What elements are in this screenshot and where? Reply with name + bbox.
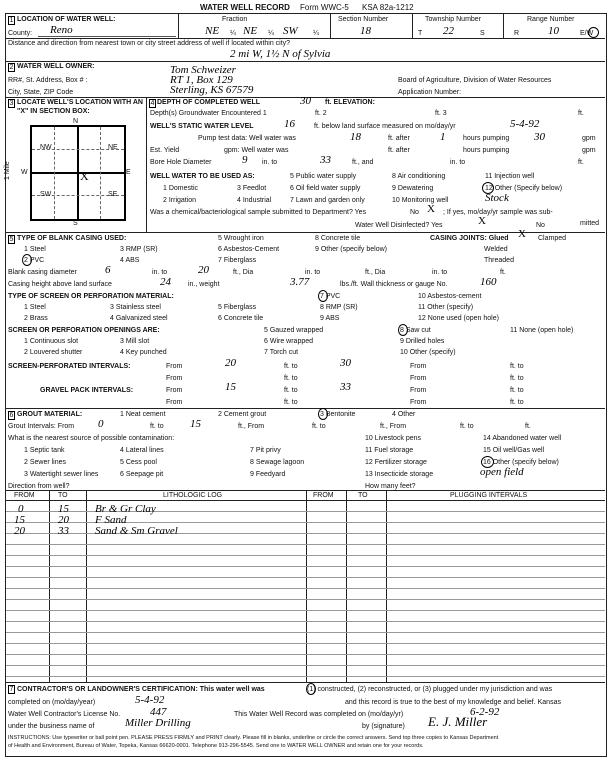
contam-septic[interactable]: 1 Septic tank — [24, 447, 65, 454]
range-r: R — [514, 30, 520, 37]
contam-oil[interactable]: 15 Oil well/Gas well — [483, 447, 545, 454]
north-label: N — [73, 118, 79, 125]
disinfected-x[interactable]: X — [478, 215, 486, 227]
section-number: 5 — [9, 236, 14, 243]
diameter-in-to-2: in. to — [432, 269, 448, 276]
completed-rest: and this record is true to the best of my knowledge and belief. Kansas — [345, 699, 561, 706]
grout-ft-from-2: ft., From — [380, 423, 407, 430]
gravel-from-2: From — [410, 387, 427, 394]
address-value[interactable]: RT 1, Box 129 — [170, 74, 233, 86]
screen-concrete[interactable]: 6 Concrete tile — [218, 315, 264, 322]
range-label: Range Number — [527, 16, 575, 23]
grout-ft: ft. — [525, 423, 531, 430]
bore-in-to: in. to — [262, 159, 278, 166]
record-date[interactable]: 6-2-92 — [470, 706, 500, 718]
log-rule — [6, 654, 605, 655]
contam-insecticide[interactable]: 13 Insecticide storage — [365, 471, 434, 478]
casing-other[interactable]: 9 Other (specify below) — [315, 246, 387, 253]
form-title: WATER WELL RECORD — [200, 3, 290, 12]
use-other[interactable]: 12 Other (Specify below) — [485, 185, 563, 192]
opening-other[interactable]: 10 Other (specify) — [400, 349, 456, 356]
nw-label: NW — [40, 144, 52, 151]
height-value[interactable]: 24 — [160, 276, 171, 288]
perf-to-2: ft. to — [510, 363, 524, 370]
gravel-to-4: ft. to — [510, 399, 524, 406]
license-label: Water Well Contractor's License No. — [8, 711, 121, 718]
contam-seepage[interactable]: 6 Seepage pit — [120, 471, 164, 478]
ne-label: NE — [108, 144, 118, 151]
contam-sewer[interactable]: 2 Sewer lines — [24, 459, 67, 466]
section-box[interactable] — [30, 125, 126, 221]
gravel-from-4: From — [410, 399, 427, 406]
log-row-to[interactable]: 33 — [58, 525, 69, 537]
east-label: E — [126, 169, 131, 176]
gravel-from: From — [166, 387, 183, 394]
instructions-line2: of Health and Environment, Bureau of Water, Topeka, Kansas 66620-0001. Telephone 913-296-5545. Send one to WATER WELL OWNER and retain one for your records. — [8, 743, 424, 749]
contam-cess[interactable]: 5 Cess pool — [120, 459, 157, 466]
casing-concrete[interactable]: 8 Concrete tile — [315, 235, 361, 242]
elevation-label: ft. ELEVATION: — [325, 99, 375, 106]
opening-louvered[interactable]: 2 Louvered shutter — [24, 349, 83, 356]
log-row-desc[interactable]: Br & Gr Clay — [95, 503, 156, 515]
record-label: This Water Well Record was completed on (mo/day/yr) — [234, 711, 404, 718]
howmany-label: How many feet? — [365, 483, 416, 490]
log-row-from[interactable]: 15 — [14, 514, 25, 526]
grout-ft-from: ft., From — [238, 423, 265, 430]
bore-label: Bore Hole Diameter — [150, 159, 212, 166]
depth-label: DEPTH OF COMPLETED WELL — [157, 99, 261, 106]
sample-x[interactable]: X — [427, 203, 435, 215]
joints-threaded[interactable]: Threaded — [484, 257, 514, 264]
sample-label: Was a chemical/bacteriological sample submitted to Department? Yes — [150, 209, 367, 216]
groundwater-label: Depth(s) Groundwater Encountered 1 — [150, 110, 267, 117]
gravel-to-2: ft. to — [510, 387, 524, 394]
screen-label: TYPE OF SCREEN OR PERFORATION MATERIAL: — [8, 293, 174, 300]
grout-label: GROUT MATERIAL: — [17, 411, 83, 418]
casing-label: TYPE OF BLANK CASING USED: — [17, 235, 127, 242]
wall-value[interactable]: 160 — [480, 276, 497, 288]
perf-label: SCREEN-PERFORATED INTERVALS: — [8, 363, 131, 370]
log-rule — [6, 577, 605, 578]
bore-value[interactable]: 9 — [242, 154, 248, 166]
log-from2-header: FROM — [313, 492, 334, 499]
contam-lagoon[interactable]: 8 Sewage lagoon — [250, 459, 305, 466]
casing-steel[interactable]: 1 Steel — [24, 246, 46, 253]
diameter-dia: ft., Dia — [233, 269, 254, 276]
use-lawn[interactable]: 7 Lawn and garden only — [290, 197, 365, 204]
joints-label: CASING JOINTS: Glued — [430, 235, 509, 242]
pump-hours-value[interactable]: 1 — [440, 131, 446, 143]
diameter-label: Blank casing diameter — [8, 269, 77, 276]
opening-wire[interactable]: 6 Wire wrapped — [264, 338, 314, 345]
certification-label: CONTRACTOR'S OR LANDOWNER'S CERTIFICATION: This water well was — [17, 686, 265, 693]
section-number-value[interactable]: 18 — [360, 25, 371, 37]
est-yield-label: Est. Yield — [150, 147, 180, 154]
county-label: County: — [8, 30, 33, 37]
application-number-label: Application Number: — [398, 89, 462, 96]
gravel-to-3: ft. to — [284, 399, 298, 406]
contam-watertight[interactable]: 3 Watertight sewer lines — [24, 471, 99, 478]
license-value[interactable]: 447 — [150, 706, 167, 718]
opening-gauzed[interactable]: 5 Gauzed wrapped — [264, 327, 324, 334]
casing-rmp[interactable]: 3 RMP (SR) — [120, 246, 158, 253]
use-oilfield[interactable]: 6 Oil field water supply — [290, 185, 361, 192]
static-level-rest: ft. below land surface measured on mo/day/yr — [314, 123, 456, 130]
opening-continuous[interactable]: 1 Continuous slot — [24, 338, 79, 345]
log-row-from[interactable]: 0 — [18, 503, 24, 515]
diameter-ft: ft. — [500, 269, 506, 276]
contam-livestock[interactable]: 10 Livestock pens — [365, 435, 422, 442]
perf-from-value[interactable]: 20 — [225, 357, 236, 369]
diameter-dia-2: ft., Dia — [365, 269, 386, 276]
use-injection[interactable]: 11 Injection well — [485, 173, 535, 180]
casing-abs[interactable]: 4 ABS — [120, 257, 140, 264]
est-gpm: gpm: Well water was — [224, 147, 289, 154]
screen-steel[interactable]: 1 Steel — [24, 304, 46, 311]
range-value[interactable]: 10 — [548, 25, 559, 37]
opening-saw-circle — [398, 324, 408, 336]
gravel-from-value[interactable]: 15 — [225, 381, 236, 393]
contam-fuel[interactable]: 11 Fuel storage — [365, 447, 414, 454]
gravel-to-value[interactable]: 33 — [340, 381, 351, 393]
se-label: SE — [108, 191, 118, 198]
log-rule — [6, 632, 605, 633]
log-rule — [6, 555, 605, 556]
locate-label: LOCATE WELL'S LOCATION WITH AN "X" IN SECTION BOX: — [17, 99, 143, 115]
address-label: RR#, St. Address, Box # : — [8, 77, 88, 84]
range-ew: E/W — [580, 30, 594, 37]
distance-label: Distance and direction from nearest town or city street address of well if located within city? — [8, 40, 291, 47]
screen-abs[interactable]: 9 ABS — [320, 315, 340, 322]
mile-label: 1 Mile — [4, 161, 11, 180]
grout-to-value[interactable]: 15 — [190, 418, 201, 430]
township-label: Township Number — [425, 16, 482, 23]
openings-label: SCREEN OR PERFORATION OPENINGS ARE: — [8, 327, 160, 334]
screen-fiberglass[interactable]: 5 Fiberglass — [218, 304, 257, 311]
casing-pvc[interactable]: 2 PVC — [24, 257, 45, 264]
section-number: 2 — [9, 64, 14, 71]
perf-to-3: ft. to — [284, 375, 298, 382]
county-value[interactable]: Reno — [50, 24, 73, 36]
contam-feedyard[interactable]: 9 Feedyard — [250, 471, 286, 478]
pump-gpm-value[interactable]: 30 — [534, 131, 545, 143]
township-s: S — [480, 30, 485, 37]
owner-value[interactable]: Tom Schweizer — [170, 64, 236, 76]
log-rule — [6, 643, 605, 644]
grout-ft-to: ft. to — [150, 423, 164, 430]
grout-from-value[interactable]: 0 — [98, 418, 104, 430]
ksa-number: KSA 82a-1212 — [362, 3, 414, 12]
constructed-circle — [306, 683, 316, 695]
screen-asbestos[interactable]: 10 Asbestos-cement — [418, 293, 482, 300]
use-feedlot[interactable]: 3 Feedlot — [237, 185, 267, 192]
log-row-from[interactable]: 20 — [14, 525, 25, 537]
signature-value[interactable]: E. J. Miller — [428, 714, 488, 729]
certification-options: (1) constructed, (2) reconstructed, or (3) plugged under my jurisdiction and was — [307, 686, 553, 693]
log-rule — [6, 544, 605, 545]
contam-abandoned[interactable]: 14 Abandoned water well — [483, 435, 562, 442]
township-value[interactable]: 22 — [443, 25, 454, 37]
log-rule — [6, 588, 605, 589]
log-rule — [6, 599, 605, 600]
opening-torch[interactable]: 7 Torch cut — [264, 349, 299, 356]
log-row-to[interactable]: 15 — [58, 503, 69, 515]
pump-hours-label: hours pumping — [463, 135, 510, 142]
section-number: 7 — [9, 686, 14, 693]
log-rule — [6, 566, 605, 567]
diameter-ft-value[interactable]: 20 — [198, 264, 209, 276]
disinfected-no: No — [536, 222, 545, 229]
use-irrigation[interactable]: 2 Irrigation — [163, 197, 197, 204]
casing-pvc-circle — [22, 254, 32, 266]
height-in: in., weight — [188, 281, 220, 288]
grout-other[interactable]: 4 Other — [392, 411, 416, 418]
log-rule — [6, 610, 605, 611]
casing-asbestos[interactable]: 6 Asbestos-Cement — [218, 246, 280, 253]
contam-pit[interactable]: 7 Pit privy — [250, 447, 281, 454]
business-value[interactable]: Miller Drilling — [125, 717, 191, 729]
log-row-desc[interactable]: Sand & Sm Gravel — [95, 525, 178, 537]
signature-label: by (signature) — [362, 723, 405, 730]
gravel-from-3: From — [166, 399, 183, 406]
log-to2-header: TO — [358, 492, 368, 499]
log-rule — [6, 665, 605, 666]
contam-other-value[interactable]: open field — [480, 466, 524, 478]
grout-ft-to-3: ft. to — [460, 423, 474, 430]
quarter-symbol: ¼ — [313, 30, 319, 37]
est-after: ft. after — [388, 147, 410, 154]
pump-after: ft. after — [388, 135, 410, 142]
perf-from-4: From — [410, 375, 427, 382]
quarter-symbol: ¼ — [230, 30, 236, 37]
opening-none[interactable]: 11 None (open hole) — [510, 327, 574, 334]
grout-bentonite-circle — [318, 408, 328, 420]
est-hours: hours pumping — [463, 147, 510, 154]
use-industrial[interactable]: 4 Industrial — [237, 197, 272, 204]
sample-rest: ; If yes, mo/day/yr sample was sub- — [443, 209, 553, 216]
screen-brass[interactable]: 2 Brass — [24, 315, 48, 322]
use-monitoring[interactable]: 10 Monitoring well — [392, 197, 449, 204]
diameter-value[interactable]: 6 — [105, 264, 111, 276]
distance-value[interactable]: 2 mi W, 1½ N of Sylvia — [230, 48, 331, 60]
direction-label: Direction from well? — [8, 483, 70, 490]
gravel-label: GRAVEL PACK INTERVALS: — [40, 387, 134, 394]
south-label: S — [73, 220, 78, 227]
opening-key[interactable]: 4 Key punched — [120, 349, 167, 356]
section-number: 6 — [9, 412, 14, 419]
log-rule — [6, 621, 605, 622]
use-dewatering[interactable]: 9 Dewatering — [392, 185, 434, 192]
static-level-label: WELL'S STATIC WATER LEVEL — [150, 123, 254, 130]
form-number: Form WWC-5 — [300, 3, 349, 12]
weight-value[interactable]: 3.77 — [290, 276, 310, 288]
contam-lateral[interactable]: 4 Lateral lines — [120, 447, 164, 454]
opening-saw[interactable]: 8 Saw cut — [400, 327, 431, 334]
opening-drilled[interactable]: 9 Drilled holes — [400, 338, 445, 345]
section-number: 3 — [9, 100, 14, 107]
joints-x[interactable]: X — [518, 228, 526, 240]
fraction-2[interactable]: NE — [243, 25, 258, 37]
owner-label: WATER WELL OWNER: — [17, 63, 95, 70]
use-other-value[interactable]: Stock — [485, 192, 509, 204]
contam-other[interactable]: 16 Other (specify below) — [483, 459, 559, 466]
log-row-desc[interactable]: F Sand — [95, 514, 127, 526]
quarter-symbol: ¼ — [268, 30, 274, 37]
gravel-to: ft. to — [284, 387, 298, 394]
screen-none[interactable]: 12 None used (open hole) — [418, 315, 499, 322]
perf-to-value[interactable]: 30 — [340, 357, 351, 369]
groundwater-3: ft. 3 — [435, 110, 447, 117]
casing-wrought[interactable]: 5 Wrought iron — [218, 235, 264, 242]
contam-fertilizer[interactable]: 12 Fertilizer storage — [365, 459, 427, 466]
sw-label: SW — [40, 191, 52, 198]
diameter-in-to: in. to — [305, 269, 321, 276]
depth-value[interactable]: 30 — [300, 95, 311, 107]
bore-to-value[interactable]: 33 — [320, 154, 331, 166]
casing-fiberglass[interactable]: 7 Fiberglass — [218, 257, 257, 264]
static-level-value[interactable]: 16 — [284, 118, 295, 130]
grout-intervals-label: Grout Intervals: From — [8, 423, 75, 430]
use-domestic[interactable]: 1 Domestic — [163, 185, 199, 192]
well-location-mark: X — [80, 169, 89, 183]
fraction-label: Fraction — [222, 16, 248, 23]
screen-pvc-circle — [318, 290, 328, 302]
joints-welded[interactable]: Welded — [484, 246, 508, 253]
gpm-label: gpm — [582, 147, 596, 154]
contamination-label: What is the nearest source of possible contamination: — [8, 435, 175, 442]
log-from-header: FROM — [14, 492, 35, 499]
city-value[interactable]: Sterling, KS 67579 — [170, 84, 254, 96]
log-rule — [6, 676, 605, 677]
west-label: W — [21, 169, 28, 176]
completed-value[interactable]: 5-4-92 — [135, 694, 165, 706]
completed-label: completed on (mo/day/year) — [8, 699, 96, 706]
opening-mill[interactable]: 3 Mill slot — [120, 338, 150, 345]
grout-neat[interactable]: 1 Neat cement — [120, 411, 166, 418]
use-public[interactable]: 5 Public water supply — [290, 173, 357, 180]
section1-label: LOCATION OF WATER WELL: — [17, 16, 116, 23]
log-plugging-header: PLUGGING INTERVALS — [450, 492, 528, 499]
disinfected-label: Water Well Disinfected? Yes — [355, 222, 443, 229]
section-number: 1 — [9, 17, 14, 24]
grout-cement[interactable]: 2 Cement grout — [218, 411, 267, 418]
west-circle — [588, 27, 599, 38]
use-label: WELL WATER TO BE USED AS: — [150, 173, 255, 180]
section-number-label: Section Number — [338, 16, 389, 23]
city-label: City, State, ZIP Code — [8, 89, 74, 96]
perf-from: From — [166, 363, 183, 370]
sample-no: No — [410, 209, 419, 216]
log-row-to[interactable]: 20 — [58, 514, 69, 526]
bore-ft-and: ft., and — [352, 159, 374, 166]
groundwater-2: ft. 2 — [315, 110, 327, 117]
bore-ft: ft. — [578, 159, 584, 166]
screen-stainless[interactable]: 3 Stainless steel — [110, 304, 161, 311]
gpm-label: gpm — [582, 135, 596, 142]
bore-in-to-2: in. to — [450, 159, 466, 166]
board-label: Board of Agriculture, Division of Water Resources — [398, 77, 552, 84]
use-air[interactable]: 8 Air conditioning — [392, 173, 446, 180]
fraction-3[interactable]: SW — [283, 25, 298, 37]
groundwater-end: ft. — [578, 110, 584, 117]
screen-rmp[interactable]: 8 RMP (SR) — [320, 304, 358, 311]
log-litho-header: LITHOLOGIC LOG — [163, 492, 223, 499]
fraction-1[interactable]: NE — [205, 25, 220, 37]
grout-ft-to-2: ft. to — [312, 423, 326, 430]
perf-from-2: From — [410, 363, 427, 370]
joints-clamped[interactable]: Clamped — [538, 235, 567, 242]
screen-pvc[interactable]: 7 PVC — [320, 293, 341, 300]
sample-mitted: mitted — [580, 220, 600, 227]
height-label: Casing height above land surface — [8, 281, 112, 288]
instructions-line1: INSTRUCTIONS: Use typewriter or ball point pen. PLEASE PRESS FIRMLY and PRINT clearly. Please fill in blanks, underline or circle the correct answers. Send top three copies to Kansas Department — [8, 735, 499, 741]
screen-galvanized[interactable]: 4 Galvanized steel — [110, 315, 168, 322]
pump-test-label: Pump test data: Well water was — [198, 135, 296, 142]
grout-bentonite[interactable]: 3 Bentonite — [320, 411, 356, 418]
diameter-to: in. to — [152, 269, 168, 276]
static-date[interactable]: 5-4-92 — [510, 118, 540, 130]
perf-from-3: From — [166, 375, 183, 382]
section-number: 4 — [150, 100, 155, 107]
screen-other[interactable]: 11 Other (specify) — [418, 304, 474, 311]
wall-label: lbs./ft. Wall thickness or gauge No. — [340, 281, 448, 288]
perf-to: ft. to — [284, 363, 298, 370]
perf-to-4: ft. to — [510, 375, 524, 382]
business-label: under the business name of — [8, 723, 95, 730]
pump-water-value[interactable]: 18 — [350, 131, 361, 143]
log-to-header: TO — [58, 492, 68, 499]
township-t: T — [418, 30, 423, 37]
